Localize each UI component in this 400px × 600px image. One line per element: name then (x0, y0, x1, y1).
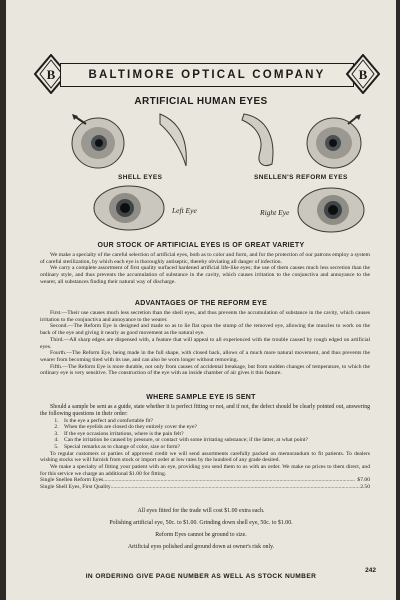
owners-risk-note: Artificial eyes polished and ground down at owner's risk only. (127, 544, 275, 550)
reform-paragraph-4: Fourth.—The Reform Eye, being made in the full shape, with closed back, allows of a much more natural movement, and thus prevents the wearer from becoming tired with its use, and can also be worn longer without removing. (40, 350, 370, 363)
company-header (46, 60, 368, 90)
fitting-cost-note: All eyes fitted for the trade will cost $1.00 extra each. (137, 508, 265, 514)
price-row (40, 477, 370, 484)
question-item: 2. When the eyelids are closed do they entirely cover the eye? (60, 424, 370, 431)
sample-section-body (40, 404, 370, 491)
reform-paragraph-1: First.—Their use causes much less secretion than the shell eyes, and thus prevents the accumulation of substance in the cavity, which causes irritation to the conjunctiva and annoyance to the wearer. (40, 310, 370, 323)
price-item-value: $7.00 (357, 477, 370, 484)
price-leader-dots (111, 484, 361, 491)
ordering-footer: IN ORDERING GIVE PAGE NUMBER AS WELL AS STOCK NUMBER (85, 573, 317, 580)
svg-text:B: B (358, 67, 368, 82)
sample-paragraph-2: We make a specialty of fitting your patient with an eye, providing you send them to us with an order. We make no prices to them direct, and for this service we charge an additional $1.00 for fitting. (40, 463, 370, 477)
shell-eye-side-illustration (154, 112, 194, 168)
polishing-note: Polishing artificial eye, 50c. to $1.00. Grinding down shell eye, 50c. to $1.00. (109, 520, 293, 526)
price-row (40, 484, 370, 491)
shell-eyes-caption: SHELL EYES (118, 174, 163, 181)
left-eye-label: Left Eye (172, 206, 197, 215)
right-eye-label: Right Eye (260, 208, 290, 217)
shell-eye-front-illustration (66, 110, 126, 172)
catalog-page (6, 0, 396, 600)
reform-eye-side-illustration (234, 112, 280, 168)
page-title: ARTIFICIAL HUMAN EYES (134, 96, 268, 107)
question-item: 5. Special remarks as to change of color, size or form? (60, 444, 370, 451)
price-item-value: 2.50 (360, 483, 370, 490)
price-item-name: Single Shell Eyes, First Quality (40, 483, 111, 490)
sample-lead-paragraph: Should a sample be sent as a guide, state whether it is perfect fitting or not, and if not, the defect should be clearly pointed out, answering the following questions in their order: (40, 404, 370, 417)
left-eye-illustration (92, 184, 166, 232)
question-item: 4. Can the irritation be caused by pressure, or contact with some irritating substance; if the latter, at what point? (60, 437, 370, 444)
stock-paragraphs (40, 252, 370, 286)
stock-section-title: OUR STOCK OF ARTIFICIAL EYES IS OF GREAT VARIETY (97, 242, 305, 249)
question-item: 1. Is the eye a perfect and comfortable fit? (60, 418, 370, 425)
reform-size-note: Reform Eyes cannot be ground to size. (155, 532, 247, 538)
sample-section-title: WHERE SAMPLE EYE IS SENT (146, 394, 256, 401)
reform-paragraph-5: Fifth.—The Reform Eye is more durable, not only from causes of accidental breakage, but from sudden changes of temperature, to which the ordinary eye is very sensitive. The construction of the eye with an inside chamber of air gives it this feature. (40, 363, 370, 377)
company-logo-right (346, 54, 380, 94)
price-leader-dots (103, 477, 357, 484)
company-name-box (60, 63, 354, 87)
company-name: BALTIMORE OPTICAL COMPANY (88, 69, 326, 81)
right-eye-illustration (296, 186, 366, 234)
stock-paragraph-1: We make a specialty of the careful selection of artificial eyes, both as to color and form, and for the protection of our patrons employ a system of careful sterilization, by which each eye is thoroughly antiseptic, thereby obviating all danger of infection. (40, 252, 370, 265)
reform-paragraph-3: Third.—All sharp edges are dispensed with, a feature that will appeal to all experienced with the trouble caused by rough edged on artificial eyes. (40, 336, 370, 350)
price-item-name: Single Snellen Reform Eyes (40, 477, 104, 484)
page-number: 242 (365, 567, 376, 574)
sample-paragraph-1: To regular customers or parties of approved credit we will send assortments carefully packed on memorandum to fit patients. To dealers wishing stocks we will furnish from stock or import order at low rates by the hundred of any grade desired. (40, 450, 370, 464)
stock-paragraph-2: We carry a complete assortment of first quality surfaced hardened artificial life-like eyes; the use of them causes much less secretion than the ordinary style, and thus prevents the accumulation of substance in the cavity, which causes irritation to the conjunctiva and annoyance to the wearer, all substances finding their natural way of discharge. (40, 265, 370, 285)
reform-eyes-caption: SNELLEN'S REFORM EYES (254, 174, 348, 181)
sample-questions-list (40, 418, 370, 451)
reform-eye-front-illustration (304, 110, 366, 172)
question-item: 3. If the eye occasions irritations, where is the pain felt? (60, 431, 370, 438)
svg-text:B: B (46, 67, 56, 82)
reform-paragraphs (40, 310, 370, 377)
reform-section-title: ADVANTAGES OF THE REFORM EYE (134, 300, 268, 307)
reform-paragraph-2: Second.—The Reform Eye is designed and made so as to lie flat upon the stump of the removed eye, allowing the muscles to work on the back of the eye and giving it nearly as good movement as the natural eye. (40, 323, 370, 337)
